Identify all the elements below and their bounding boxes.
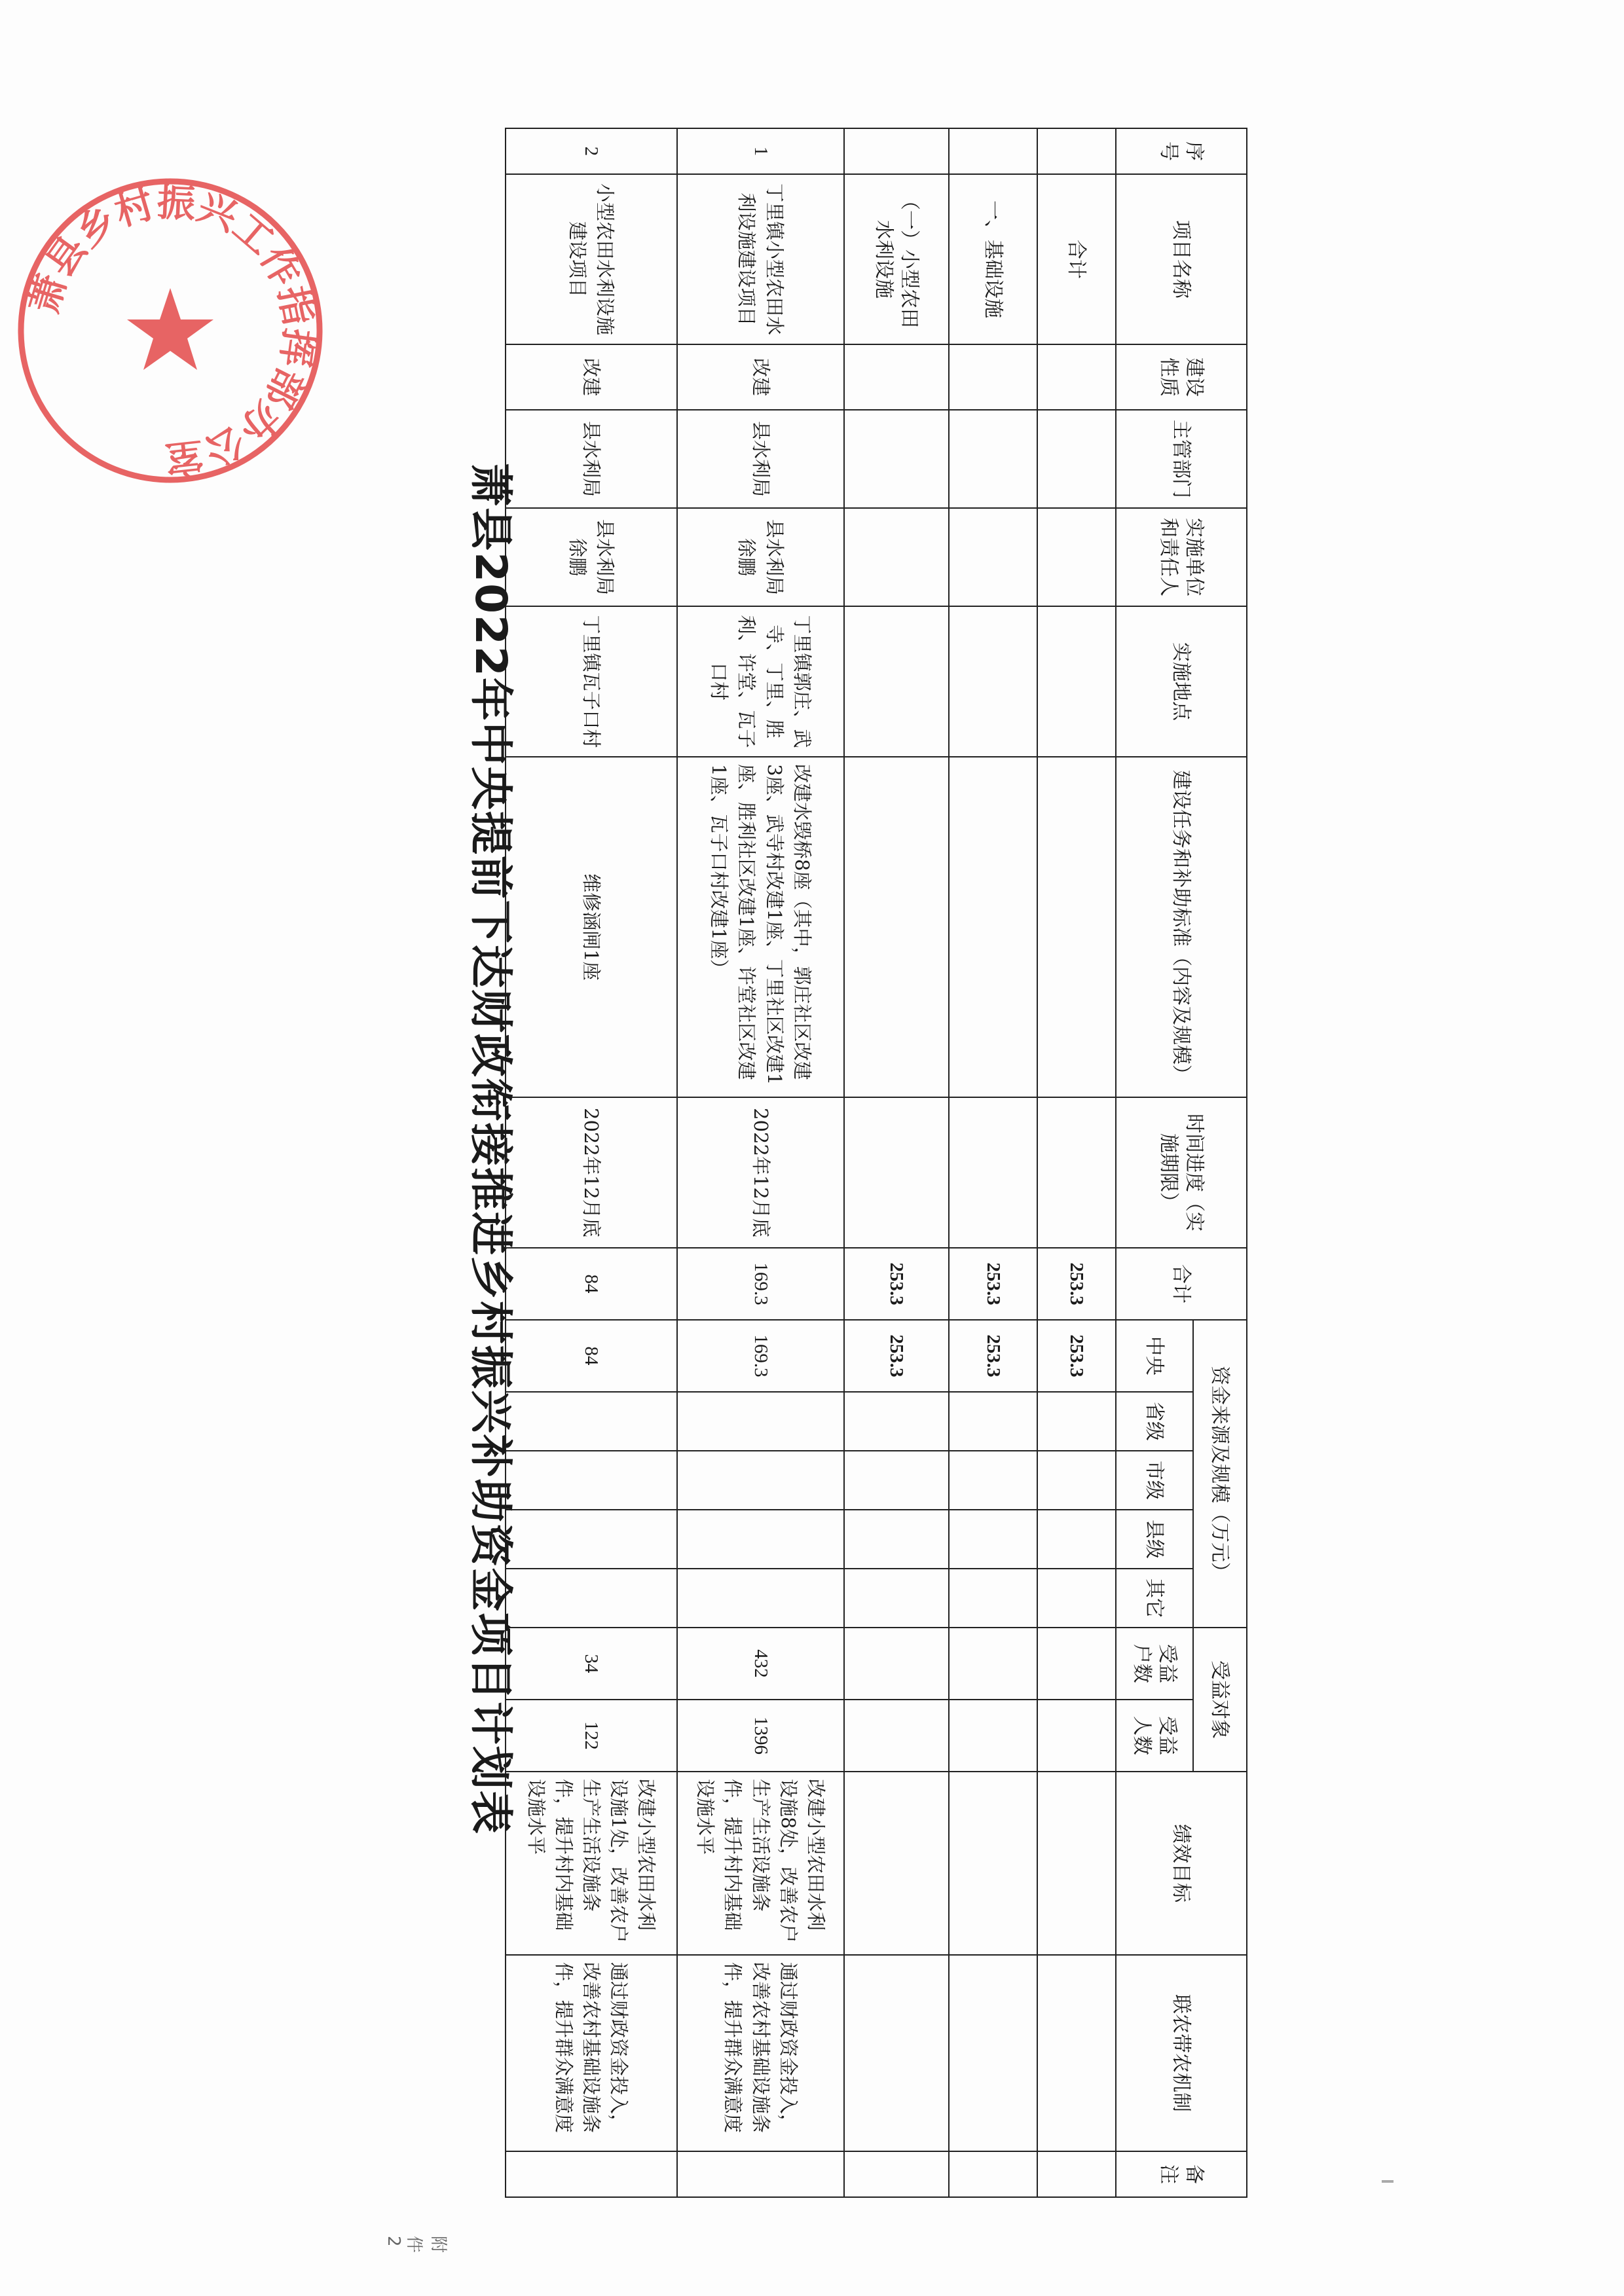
cell-mechanism: 通过财政资金投入，改善农村基础设施条件，提升群众满意度 [506,1955,677,2151]
cell-people [949,1700,1037,1772]
col-nature-header: 建设性质 [1116,344,1247,410]
cell-name: （一）小型农田水利设施 [844,174,949,344]
cell-location [1037,606,1116,757]
col-remark-header: 备注 [1116,2151,1247,2197]
table-row [506,128,677,2197]
cell-content: 维修涵闸1座 [506,757,677,1097]
table-row [949,128,1037,2197]
cell-unit [844,508,949,606]
cell-location [844,606,949,757]
cell-other [949,1569,1037,1628]
col-mechanism-header: 联农带农机制 [1116,1955,1247,2151]
cell-dept [844,410,949,508]
col-total-header: 合计 [1116,1248,1247,1320]
cell-name: 合计 [1037,174,1116,344]
page-title: 萧县2022年中央提前下达财政衔接推进乡村振兴补助资金项目计划表 [466,463,516,1835]
table-row [1037,128,1116,2197]
col-goal-header: 绩效目标 [1116,1772,1247,1955]
cell-location: 丁里镇郭庄、武寺、丁里、胜利、许堂、瓦子口村 [677,606,844,757]
cell-city [949,1451,1037,1510]
cell-mechanism [1037,1955,1116,2151]
star-icon [127,288,213,370]
cell-people [1037,1700,1116,1772]
col-province-header: 省级 [1116,1392,1193,1451]
cell-name: 小型农田水利设施建设项目 [506,174,677,344]
cell-households [949,1628,1037,1700]
cell-content [1037,757,1116,1097]
seal-ring-text: 萧县乡村振兴工作指挥部办公室 [21,179,322,482]
scan-mark [1382,2180,1393,2183]
col-people-header: 受益人数 [1116,1700,1193,1772]
cell-total: 84 [506,1248,677,1320]
cell-people: 122 [506,1700,677,1772]
cell-province [949,1392,1037,1451]
cell-location [949,606,1037,757]
cell-households: 34 [506,1628,677,1700]
cell-unit [949,508,1037,606]
col-name-header: 项目名称 [1116,174,1247,344]
cell-period: 2022年12月底 [506,1097,677,1248]
cell-remark [949,2151,1037,2197]
cell-goal [1037,1772,1116,1955]
cell-mechanism [844,1955,949,2151]
cell-households [1037,1628,1116,1700]
cell-county [677,1510,844,1569]
cell-total: 253.3 [949,1248,1037,1320]
cell-seq: 1 [677,128,844,174]
cell-nature [844,344,949,410]
cell-other [677,1569,844,1628]
col-county-header: 县级 [1116,1510,1193,1569]
cell-content [844,757,949,1097]
cell-province [1037,1392,1116,1451]
cell-people [844,1700,949,1772]
cell-city [844,1451,949,1510]
cell-seq [1037,128,1116,174]
cell-dept: 县水利局 [677,410,844,508]
cell-mechanism [949,1955,1037,2151]
cell-name: 一、基础设施 [949,174,1037,344]
cell-other [1037,1569,1116,1628]
cell-dept [1037,410,1116,508]
cell-province [506,1392,677,1451]
cell-central: 253.3 [949,1320,1037,1392]
cell-name: 丁里镇小型农田水利设施建设项目 [677,174,844,344]
attachment-label: 附件2 [384,2236,448,2253]
cell-mechanism: 通过财政资金投入，改善农村基础设施条件，提升群众满意度 [677,1955,844,2151]
cell-seq: 2 [506,128,677,174]
cell-remark [677,2151,844,2197]
cell-dept: 县水利局 [506,410,677,508]
cell-city [506,1451,677,1510]
project-plan-table [505,128,1247,2198]
cell-central: 253.3 [1037,1320,1116,1392]
cell-goal [844,1772,949,1955]
cell-total: 253.3 [1037,1248,1116,1320]
cell-city [677,1451,844,1510]
cell-dept [949,410,1037,508]
cell-period [1037,1097,1116,1248]
cell-unit: 县水利局徐鹏 [677,508,844,606]
cell-content: 改建水毁桥8座（其中，郭庄社区改建3座、武寺村改建1座、丁里社区改建1座、胜利社区改建1座、许堂社区改建1座、瓦子口村改建1座） [677,757,844,1097]
table-row [677,128,844,2197]
cell-seq [949,128,1037,174]
cell-county [1037,1510,1116,1569]
col-dept-header: 主管部门 [1116,410,1247,508]
cell-total: 169.3 [677,1248,844,1320]
cell-goal [949,1772,1037,1955]
col-content-header: 建设任务和补助标准（内容及规模） [1116,757,1247,1097]
header-row-1 [1193,128,1247,2197]
col-other-header: 其它 [1116,1569,1193,1628]
cell-city [1037,1451,1116,1510]
cell-period [949,1097,1037,1248]
rotated-table-frame [377,128,1247,2253]
cell-content [949,757,1037,1097]
cell-location: 丁里镇瓦子口村 [506,606,677,757]
cell-nature [949,344,1037,410]
col-city-header: 市级 [1116,1451,1193,1510]
cell-other [506,1569,677,1628]
col-seq-header: 序号 [1116,128,1247,174]
col-location-header: 实施地点 [1116,606,1247,757]
fund-group-header: 资金来源及规模（万元） [1193,1320,1247,1628]
col-unit-header: 实施单位和责任人 [1116,508,1247,606]
table-row [844,128,949,2197]
cell-unit: 县水利局徐鹏 [506,508,677,606]
col-households-header: 受益户数 [1116,1628,1193,1700]
cell-central: 253.3 [844,1320,949,1392]
cell-central: 169.3 [677,1320,844,1392]
cell-goal: 改建小型农田水利设施1处，改善农户生产生活设施条件，提升村内基础设施水平 [506,1772,677,1955]
cell-nature [1037,344,1116,410]
cell-county [949,1510,1037,1569]
official-seal [13,173,327,488]
cell-nature: 改建 [506,344,677,410]
cell-remark [844,2151,949,2197]
cell-province [844,1392,949,1451]
cell-province [677,1392,844,1451]
cell-county [844,1510,949,1569]
cell-period [844,1097,949,1248]
cell-remark [1037,2151,1116,2197]
cell-period: 2022年12月底 [677,1097,844,1248]
cell-seq [844,128,949,174]
cell-goal: 改建小型农田水利设施8处，改善农户生产生活设施条件，提升村内基础设施水平 [677,1772,844,1955]
col-period-header: 时间进度（实施期限） [1116,1097,1247,1248]
cell-other [844,1569,949,1628]
cell-unit [1037,508,1116,606]
benefit-group-header: 受益对象 [1193,1628,1247,1772]
cell-nature: 改建 [677,344,844,410]
cell-households [844,1628,949,1700]
cell-households: 432 [677,1628,844,1700]
cell-county [506,1510,677,1569]
cell-people: 1396 [677,1700,844,1772]
cell-central: 84 [506,1320,677,1392]
cell-remark [506,2151,677,2197]
col-central-header: 中央 [1116,1320,1193,1392]
cell-total: 253.3 [844,1248,949,1320]
